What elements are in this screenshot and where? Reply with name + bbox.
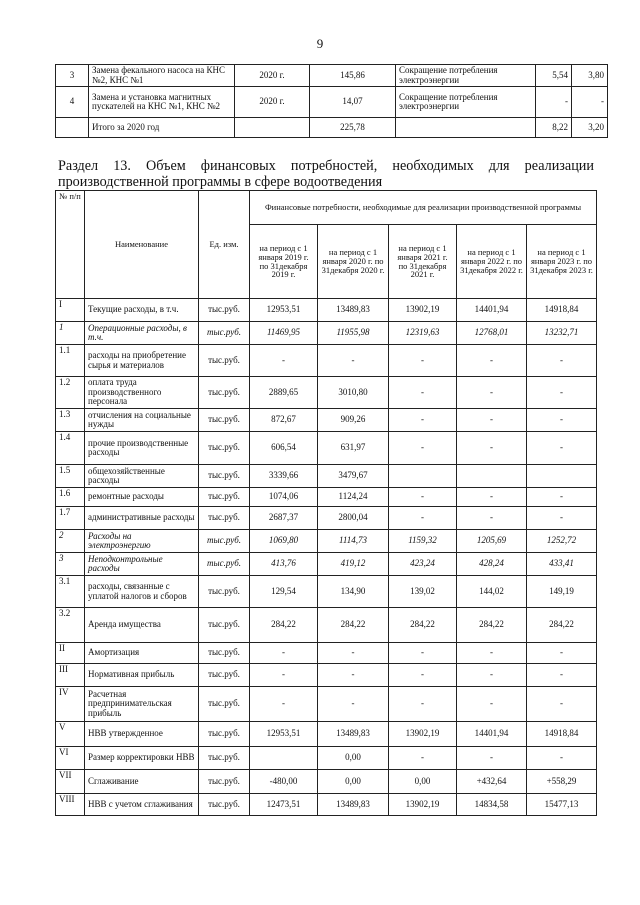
row-value-2022: -	[457, 747, 527, 770]
row-num: 3	[56, 553, 85, 576]
row-value-2019: 12953,51	[250, 722, 318, 747]
row-value-2023: -	[527, 377, 597, 409]
row-value-2020: 419,12	[318, 553, 389, 576]
row-unit: тыс.руб.	[199, 722, 250, 747]
row-value-2021: -	[389, 488, 457, 507]
row-num: III	[56, 664, 85, 687]
row-unit: тыс.руб.	[199, 299, 250, 322]
row-value-2020: 13489,83	[318, 794, 389, 816]
row-name: Аренда имущества	[85, 608, 199, 643]
measure-row	[56, 87, 608, 118]
row-value-2021: -	[389, 345, 457, 377]
financial-needs-table-body	[56, 191, 597, 816]
row-name: Расчетная предпринимательская прибыль	[85, 687, 199, 722]
row-value-2019: 1069,80	[250, 530, 318, 553]
page-number: 9	[316, 36, 324, 51]
row-value-2021: 12319,63	[389, 322, 457, 345]
row-value-2019: 872,67	[250, 409, 318, 432]
row-value-2021: -	[389, 747, 457, 770]
row-value-2022: -	[457, 377, 527, 409]
row-value-2023: +558,29	[527, 770, 597, 794]
row-value-2022: 284,22	[457, 608, 527, 643]
row-num: 1	[56, 322, 85, 345]
row-value-2023: 433,41	[527, 553, 597, 576]
row-name: Расходы на электроэнергию	[85, 530, 199, 553]
row-value-2022: 14401,94	[457, 722, 527, 747]
row-name: Операционные расходы, в т.ч.	[85, 322, 199, 345]
row-value-2019: -	[250, 345, 318, 377]
row-value-2022: 14834,58	[457, 794, 527, 816]
row-value-2019: -	[250, 643, 318, 664]
row-value-2023: -	[527, 488, 597, 507]
row-value-2019: 413,76	[250, 553, 318, 576]
row-value-2020: 284,22	[318, 608, 389, 643]
row-value-2022: 12768,01	[457, 322, 527, 345]
row-value-2023: -	[527, 687, 597, 722]
row-value-2023: -	[527, 432, 597, 465]
row-num: 1.7	[56, 507, 85, 530]
row-value-2019: 2889,65	[250, 377, 318, 409]
row-value-2019: 3339,66	[250, 465, 318, 488]
row-value-2019: -	[250, 664, 318, 687]
row-value-2022: -	[457, 488, 527, 507]
row-value-2020: 3479,67	[318, 465, 389, 488]
measure-value-2: -	[572, 87, 608, 118]
row-name: расходы на приобретение сырья и материалов	[85, 345, 199, 377]
row-name: ремонтные расходы	[85, 488, 199, 507]
row-name: Амортизация	[85, 643, 199, 664]
row-value-2021: 13902,19	[389, 722, 457, 747]
row-value-2022: 14401,94	[457, 299, 527, 322]
measure-year	[235, 118, 310, 138]
header-num: № п/п	[56, 191, 85, 299]
table-row	[56, 687, 597, 722]
row-value-2020: -	[318, 687, 389, 722]
row-num: V	[56, 722, 85, 747]
row-num: VII	[56, 770, 85, 794]
measure-effect	[396, 118, 536, 138]
row-unit: тыс.руб.	[199, 643, 250, 664]
table-row	[56, 409, 597, 432]
row-unit: тыс.руб.	[199, 770, 250, 794]
row-value-2021: -	[389, 507, 457, 530]
row-value-2022: -	[457, 507, 527, 530]
table-row	[56, 345, 597, 377]
row-unit: тыс.руб.	[199, 576, 250, 608]
table-row	[56, 722, 597, 747]
row-value-2019	[250, 747, 318, 770]
row-value-2020: 13489,83	[318, 299, 389, 322]
measure-num: 3	[56, 65, 89, 87]
row-value-2020: 1114,73	[318, 530, 389, 553]
table-row	[56, 794, 597, 816]
row-value-2019: 2687,37	[250, 507, 318, 530]
measure-value-1: 8,22	[536, 118, 572, 138]
row-value-2019: 12473,51	[250, 794, 318, 816]
row-value-2020: 1124,24	[318, 488, 389, 507]
row-value-2023: 15477,13	[527, 794, 597, 816]
row-value-2023: 13232,71	[527, 322, 597, 345]
row-value-2021	[389, 465, 457, 488]
measure-year: 2020 г.	[235, 87, 310, 118]
row-unit: тыс.руб.	[199, 322, 250, 345]
table-row	[56, 576, 597, 608]
row-value-2019: 129,54	[250, 576, 318, 608]
row-num: 1.3	[56, 409, 85, 432]
row-unit: тыс.руб.	[199, 794, 250, 816]
measure-name: Замена фекального насоса на КНС №2, КНС №1	[89, 65, 235, 87]
row-name: Сглаживание	[85, 770, 199, 794]
row-value-2023: -	[527, 409, 597, 432]
row-value-2023: 149,19	[527, 576, 597, 608]
row-unit: тыс.руб.	[199, 488, 250, 507]
row-num: 1.6	[56, 488, 85, 507]
row-name: расходы, связанные с уплатой налогов и сборов	[85, 576, 199, 608]
row-num: 1.1	[56, 345, 85, 377]
row-value-2020: 2800,04	[318, 507, 389, 530]
row-value-2023: 1252,72	[527, 530, 597, 553]
row-value-2021: 1159,32	[389, 530, 457, 553]
table-row	[56, 608, 597, 643]
measures-table-body	[56, 65, 608, 138]
row-value-2023: -	[527, 507, 597, 530]
table-row	[56, 553, 597, 576]
measure-row	[56, 65, 608, 87]
row-value-2020: -	[318, 643, 389, 664]
row-unit: тыс.руб.	[199, 377, 250, 409]
row-value-2020: 3010,80	[318, 377, 389, 409]
section-heading: Раздел 13. Объем финансовых потребностей, необходимых для реализации производственной программы в сфере водоотведения	[58, 158, 594, 190]
row-value-2020: 631,97	[318, 432, 389, 465]
header-period-2021: на период с 1 января 2021 г. по 31декабря 2021 г.	[389, 225, 457, 299]
row-name: Неподконтрольные расходы	[85, 553, 199, 576]
row-name: административные расходы	[85, 507, 199, 530]
row-value-2021: -	[389, 377, 457, 409]
header-group: Финансовые потребности, необходимые для реализации производственной программы	[250, 191, 597, 225]
row-value-2020: 134,90	[318, 576, 389, 608]
measure-num: 4	[56, 87, 89, 118]
measure-name: Замена и установка магнитных пускателей на КНС №1, КНС №2	[89, 87, 235, 118]
row-value-2022: -	[457, 643, 527, 664]
header-period-2019: на период с 1 января 2019 г. по 31декабря 2019 г.	[250, 225, 318, 299]
measure-row	[56, 118, 608, 138]
row-value-2019: 284,22	[250, 608, 318, 643]
row-value-2020: 0,00	[318, 770, 389, 794]
row-name: Размер корректировки НВВ	[85, 747, 199, 770]
row-num: IV	[56, 687, 85, 722]
row-value-2023: 14918,84	[527, 299, 597, 322]
measure-cost: 225,78	[310, 118, 396, 138]
row-value-2023: -	[527, 643, 597, 664]
row-num: I	[56, 299, 85, 322]
row-value-2022: -	[457, 432, 527, 465]
measure-year: 2020 г.	[235, 65, 310, 87]
row-num: 3.1	[56, 576, 85, 608]
row-value-2021: -	[389, 664, 457, 687]
row-value-2022: -	[457, 687, 527, 722]
row-name: НВВ с учетом сглаживания	[85, 794, 199, 816]
measure-value-2: 3,80	[572, 65, 608, 87]
measure-cost: 14,07	[310, 87, 396, 118]
measure-value-1: -	[536, 87, 572, 118]
row-value-2021: 13902,19	[389, 299, 457, 322]
table-row	[56, 322, 597, 345]
row-unit: тыс.руб.	[199, 507, 250, 530]
row-unit: тыс.руб.	[199, 530, 250, 553]
table-row	[56, 488, 597, 507]
table-row	[56, 377, 597, 409]
measure-value-1: 5,54	[536, 65, 572, 87]
row-value-2021: 284,22	[389, 608, 457, 643]
row-num: 2	[56, 530, 85, 553]
row-value-2020: -	[318, 345, 389, 377]
row-value-2021: -	[389, 409, 457, 432]
row-value-2020: 13489,83	[318, 722, 389, 747]
row-value-2021: 423,24	[389, 553, 457, 576]
row-value-2022: +432,64	[457, 770, 527, 794]
row-num: 1.4	[56, 432, 85, 465]
row-unit: тыс.руб.	[199, 465, 250, 488]
financial-needs-table	[55, 190, 597, 816]
header-period-2022: на период с 1 января 2022 г. по 31декабря 2022 г.	[457, 225, 527, 299]
measure-value-2: 3,20	[572, 118, 608, 138]
row-unit: тыс.руб.	[199, 747, 250, 770]
row-unit: тыс.руб.	[199, 608, 250, 643]
measure-name: Итого за 2020 год	[89, 118, 235, 138]
table-row	[56, 299, 597, 322]
row-name: НВВ утвержденное	[85, 722, 199, 747]
row-value-2019: 606,54	[250, 432, 318, 465]
row-name: прочие производственные расходы	[85, 432, 199, 465]
row-value-2021: 13902,19	[389, 794, 457, 816]
row-value-2021: 0,00	[389, 770, 457, 794]
row-name: Нормативная прибыль	[85, 664, 199, 687]
row-unit: тыс.руб.	[199, 687, 250, 722]
row-num: 3.2	[56, 608, 85, 643]
row-unit: тыс.руб.	[199, 409, 250, 432]
row-value-2020: 11955,98	[318, 322, 389, 345]
row-value-2022: -	[457, 409, 527, 432]
row-value-2023: -	[527, 664, 597, 687]
row-name: общехозяйственные расходы	[85, 465, 199, 488]
row-value-2022: 428,24	[457, 553, 527, 576]
row-name: отчисления на социальные нужды	[85, 409, 199, 432]
row-value-2021: 139,02	[389, 576, 457, 608]
row-unit: тыс.руб.	[199, 345, 250, 377]
row-value-2020: -	[318, 664, 389, 687]
table-row	[56, 664, 597, 687]
row-unit: тыс.руб.	[199, 664, 250, 687]
measure-effect: Сокращение потребления электроэнергии	[396, 65, 536, 87]
header-period-2020: на период с 1 января 2020 г. по 31декабря 2020 г.	[318, 225, 389, 299]
measure-num	[56, 118, 89, 138]
row-value-2023: -	[527, 345, 597, 377]
row-value-2022	[457, 465, 527, 488]
table-row	[56, 530, 597, 553]
row-name: оплата труда производственного персонала	[85, 377, 199, 409]
row-value-2022: 144,02	[457, 576, 527, 608]
row-value-2021: -	[389, 643, 457, 664]
row-value-2019: 12953,51	[250, 299, 318, 322]
row-unit: тыс.руб.	[199, 432, 250, 465]
header-name: Наименование	[85, 191, 199, 299]
row-value-2023: 284,22	[527, 608, 597, 643]
header-period-2023: на период с 1 января 2023 г. по 31декабря 2023 г.	[527, 225, 597, 299]
table-row	[56, 770, 597, 794]
header-row-group	[56, 191, 597, 225]
row-value-2019: -480,00	[250, 770, 318, 794]
row-num: VI	[56, 747, 85, 770]
table-row	[56, 465, 597, 488]
measure-cost: 145,86	[310, 65, 396, 87]
table-row	[56, 432, 597, 465]
row-unit: тыс.руб.	[199, 553, 250, 576]
row-value-2022: 1205,69	[457, 530, 527, 553]
row-value-2021: -	[389, 432, 457, 465]
row-value-2019: -	[250, 687, 318, 722]
table-row	[56, 643, 597, 664]
row-num: VIII	[56, 794, 85, 816]
table-row	[56, 507, 597, 530]
table-row	[56, 747, 597, 770]
row-name: Текущие расходы, в т.ч.	[85, 299, 199, 322]
measure-effect: Сокращение потребления электроэнергии	[396, 87, 536, 118]
header-unit: Ед. изм.	[199, 191, 250, 299]
row-value-2019: 11469,95	[250, 322, 318, 345]
row-value-2019: 1074,06	[250, 488, 318, 507]
row-num: II	[56, 643, 85, 664]
row-value-2020: 909,26	[318, 409, 389, 432]
row-value-2021: -	[389, 687, 457, 722]
row-num: 1.2	[56, 377, 85, 409]
measures-table	[55, 64, 608, 138]
row-value-2023: -	[527, 747, 597, 770]
row-value-2023	[527, 465, 597, 488]
row-value-2022: -	[457, 664, 527, 687]
row-value-2022: -	[457, 345, 527, 377]
row-num: 1.5	[56, 465, 85, 488]
row-value-2023: 14918,84	[527, 722, 597, 747]
row-value-2020: 0,00	[318, 747, 389, 770]
